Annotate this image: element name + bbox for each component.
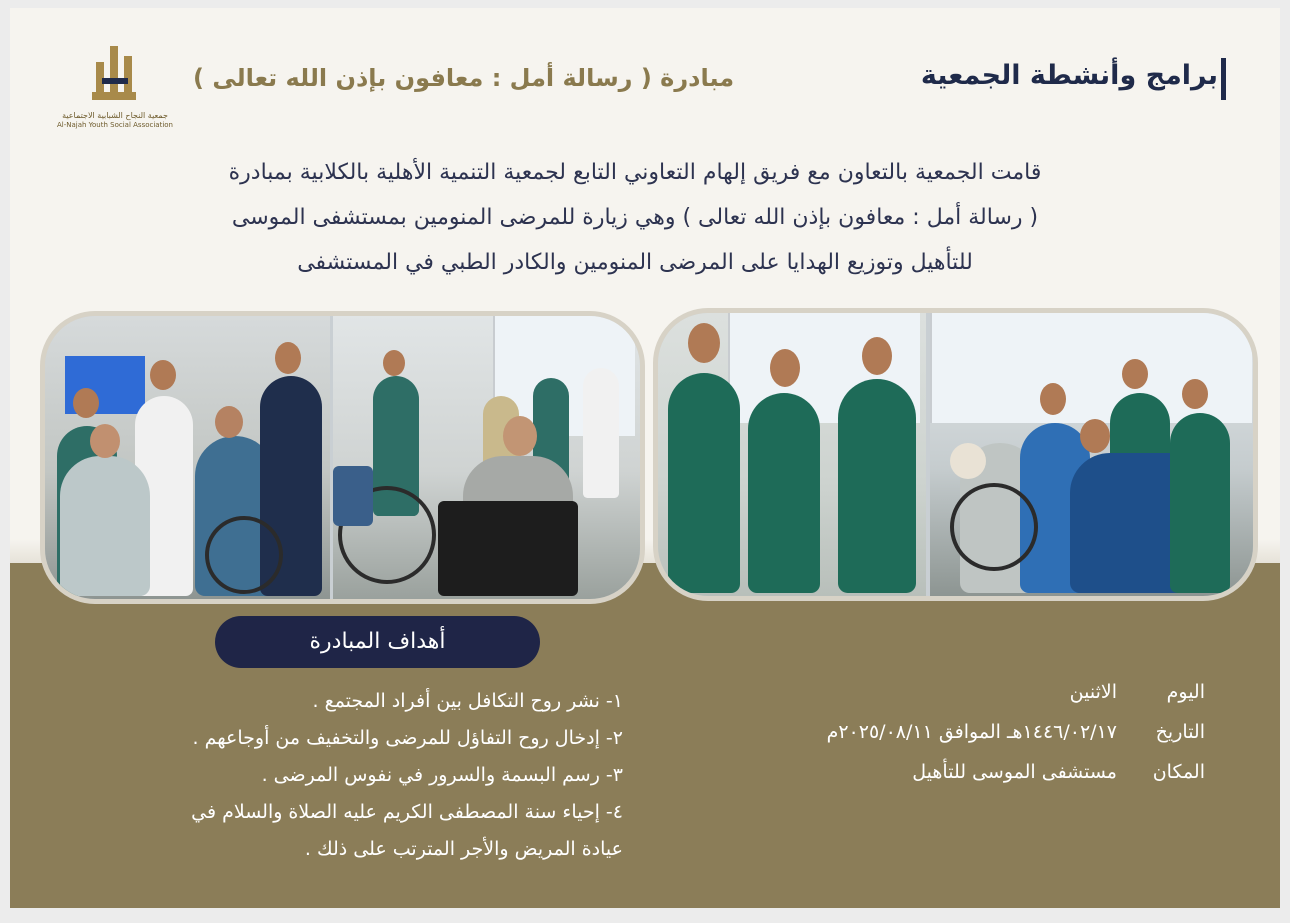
- goals-title-badge: أهداف المبادرة: [215, 616, 540, 668]
- initiative-title: مبادرة ( رسالة أمل : معافون بإذن الله تعالى ): [193, 64, 735, 92]
- date-value: ١٤٤٦/٠٢/١٧هـ الموافق ٢٠٢٥/٠٨/١١م: [826, 721, 1117, 743]
- poster: [10, 8, 1280, 908]
- photo-patients-room: [45, 316, 330, 599]
- detail-day: [800, 672, 1205, 712]
- detail-date: [800, 712, 1205, 752]
- logo-english-name: Al-Najah Youth Social Association: [57, 121, 173, 129]
- place-label: المكان: [1152, 761, 1205, 783]
- photo-collage-right: [653, 308, 1258, 601]
- intro-line: للتأهيل وتوزيع الهدايا على المرضى المنومين والكادر الطبي في المستشفى: [297, 250, 973, 275]
- date-label: التاريخ: [1155, 721, 1205, 743]
- day-label: اليوم: [1166, 681, 1205, 703]
- photo-medical-staff: [658, 313, 926, 596]
- intro-paragraph: [105, 150, 1165, 285]
- goal-item-continued: عيادة المريض والأجر المترتب على ذلك .: [304, 838, 623, 860]
- event-details: [800, 672, 1205, 792]
- photo-gift-distribution: [930, 313, 1253, 596]
- photo-collage-left: [40, 311, 645, 604]
- goal-item: ٢- إدخال روح التفاؤل للمرضى والتخفيف من أوجاعهم .: [192, 727, 623, 749]
- goals-list: [68, 683, 623, 868]
- day-value: الاثنين: [1069, 681, 1117, 703]
- page-title: برامج وأنشطة الجمعية: [920, 60, 1218, 91]
- association-logo: [55, 42, 175, 129]
- goal-item: ٤- إحياء سنة المصطفى الكريم عليه الصلاة والسلام في: [191, 801, 623, 823]
- goal-item: ١- نشر روح التكافل بين أفراد المجتمع .: [312, 690, 623, 712]
- logo-arabic-name: جمعية النجاح الشبابية الاجتماعية: [62, 111, 168, 120]
- photo-wheelchair-hall: [333, 316, 640, 599]
- goal-item: ٣- رسم البسمة والسرور في نفوس المرضى .: [261, 764, 623, 786]
- place-value: مستشفى الموسى للتأهيل: [912, 761, 1117, 783]
- header-accent-bar: [1221, 58, 1226, 100]
- detail-place: [800, 752, 1205, 792]
- intro-line: ( رسالة أمل : معافون بإذن الله تعالى ) وهي زيارة للمرضى المنومين بمستشفى الموسى: [231, 205, 1039, 230]
- logo-mark-icon: [90, 42, 140, 108]
- intro-line: قامت الجمعية بالتعاون مع فريق إلهام التعاوني التابع لجمعية التنمية الأهلية بالكلابية بمبادرة: [228, 160, 1042, 185]
